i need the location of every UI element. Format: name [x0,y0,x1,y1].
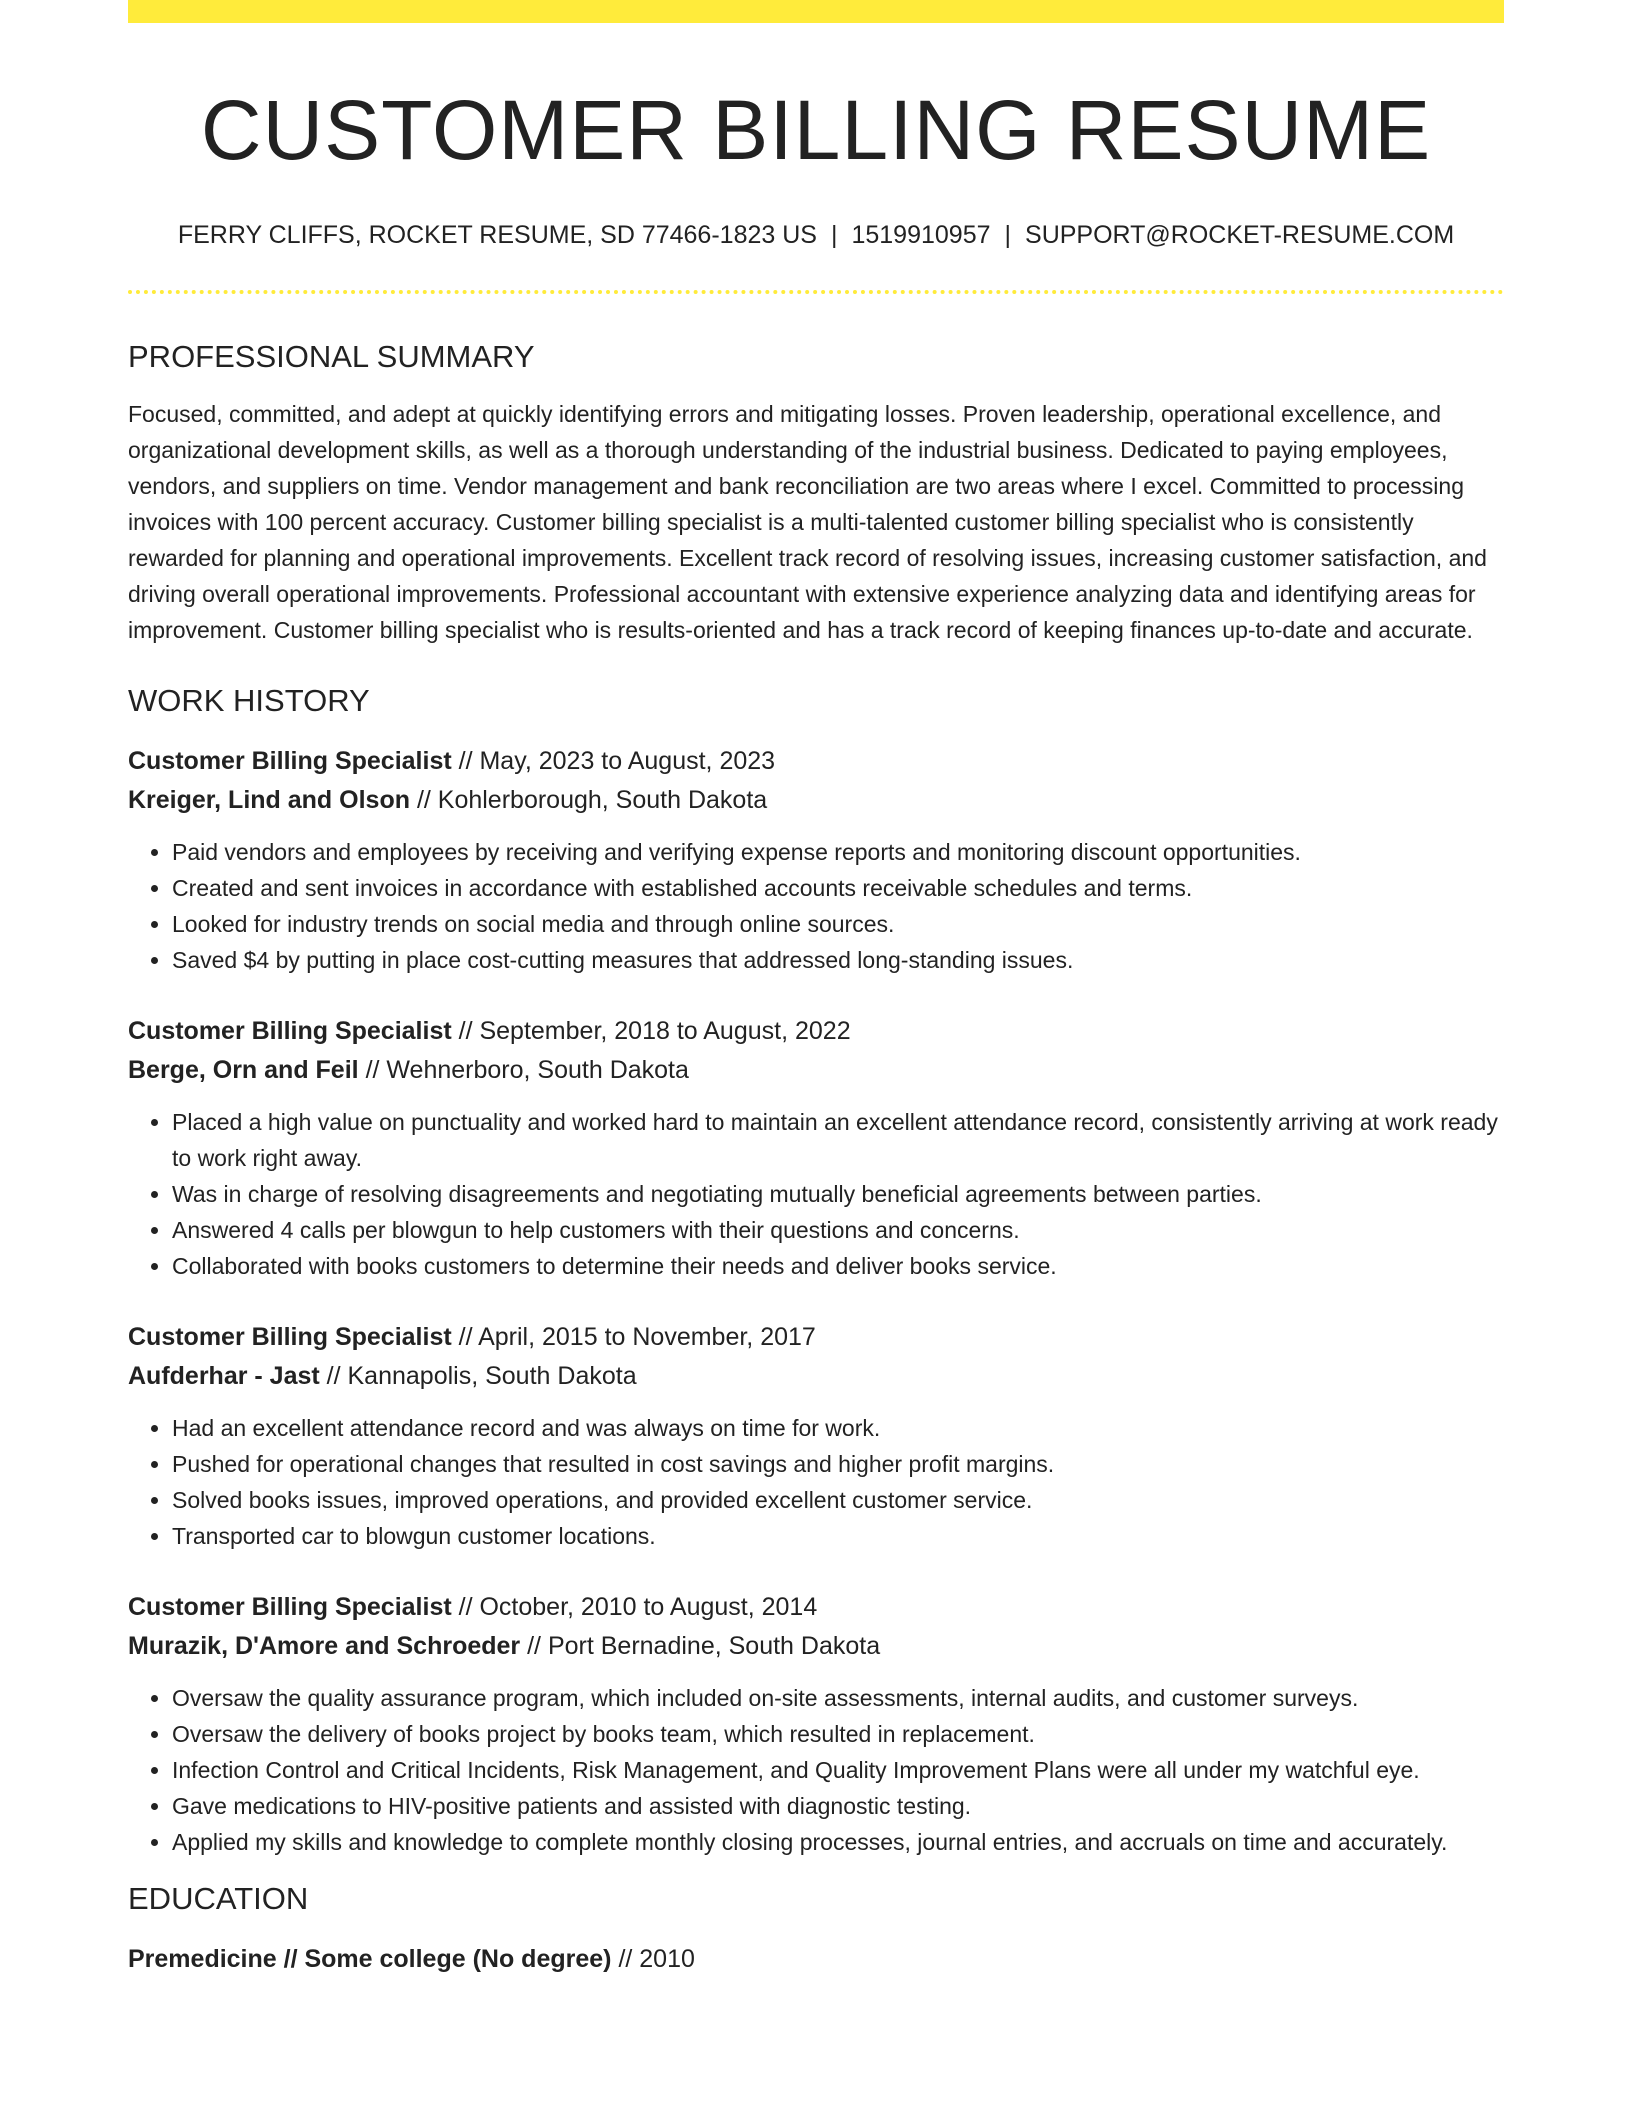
contact-phone: 1519910957 [851,221,991,249]
job-bullet: • Solved books issues, improved operations, and provided excellent customer service. [172,1482,1504,1518]
job-entry [128,1012,1504,1284]
job-bullet: • Pushed for operational changes that resulted in cost savings and higher profit margins. [172,1446,1504,1482]
dotted-divider [128,290,1504,294]
education-degree: Premedicine // Some college (No degree) [128,1945,612,1973]
contact-email: SUPPORT@ROCKET-RESUME.COM [1025,221,1455,249]
work-history-heading: WORK HISTORY [128,683,370,718]
job-company-line [128,1051,1504,1090]
job-company: Berge, Orn and Feil [128,1056,359,1084]
job-title: Customer Billing Specialist [128,747,452,775]
job-location: // Kohlerborough, South Dakota [416,786,768,814]
job-dates: // April, 2015 to November, 2017 [458,1323,816,1351]
contact-address: FERRY CLIFFS, ROCKET RESUME, SD 77466-1823 US [177,221,817,249]
job-title-line [128,1588,1504,1627]
job-bullet: • Gave medications to HIV-positive patients and assisted with diagnostic testing. [172,1788,1504,1824]
education-entry [128,1940,1504,1979]
job-company-line [128,1627,1504,1666]
job-bullet: • Oversaw the quality assurance program, which included on-site assessments, internal audits, and customer surveys. [172,1680,1504,1716]
education-heading: EDUCATION [128,1881,309,1916]
contact-line [128,220,1504,250]
job-bullets [128,1680,1504,1860]
job-company: Aufderhar - Jast [128,1362,320,1390]
job-bullets [128,1410,1504,1554]
job-bullets [128,1104,1504,1284]
summary-heading: PROFESSIONAL SUMMARY [128,339,535,374]
resume-title: CUSTOMER BILLING RESUME [200,83,1432,177]
job-entry [128,742,1504,978]
job-title: Customer Billing Specialist [128,1017,452,1045]
resume-content [128,0,1504,1979]
job-bullet: • Placed a high value on punctuality and worked hard to maintain an excellent attendance record, consistently arriving at work ready to work right away. [172,1104,1504,1176]
job-bullet: • Transported car to blowgun customer locations. [172,1518,1504,1554]
job-location: // Wehnerboro, South Dakota [365,1056,689,1084]
job-bullet: • Infection Control and Critical Incidents, Risk Management, and Quality Improvement Plans were all under my watchful eye. [172,1752,1504,1788]
job-title: Customer Billing Specialist [128,1323,452,1351]
job-dates: // September, 2018 to August, 2022 [458,1017,851,1045]
job-bullet: • Was in charge of resolving disagreements and negotiating mutually beneficial agreements between parties. [172,1176,1504,1212]
job-location: // Port Bernadine, South Dakota [527,1632,881,1660]
job-dates: // October, 2010 to August, 2014 [458,1593,818,1621]
summary-text: Focused, committed, and adept at quickly identifying errors and mitigating losses. Proven leadership, operational excellence, and organizational development skills, as well as a thorough understanding of the industrial business. Dedicated to paying employees, vendors, and suppliers on time. Vendor management and bank reconciliation are two areas where I excel. Committed to processing invoices with 100 percent accuracy. Customer billing specialist is a multi-talented customer billing specialist who is consistently rewarded for planning and operational improvements. Excellent track record of resolving issues, increasing customer satisfaction, and driving overall operational improvements. Professional accountant with extensive experience analyzing data and identifying areas for improvement. Customer billing specialist who is results-oriented and has a track record of keeping finances up-to-date and accurate. [128,401,1487,643]
job-bullet: • Paid vendors and employees by receiving and verifying expense reports and monitoring discount opportunities. [172,834,1504,870]
job-company-line [128,1357,1504,1396]
job-company: Murazik, D'Amore and Schroeder [128,1632,521,1660]
job-company: Kreiger, Lind and Olson [128,786,410,814]
job-bullet: • Answered 4 calls per blowgun to help customers with their questions and concerns. [172,1212,1504,1248]
job-bullet: • Applied my skills and knowledge to complete monthly closing processes, journal entries, and accruals on time and accurately. [172,1824,1504,1860]
job-bullets [128,834,1504,978]
job-location: // Kannapolis, South Dakota [326,1362,637,1390]
job-bullet: • Saved $4 by putting in place cost-cutting measures that addressed long-standing issues. [172,942,1504,978]
job-dates: // May, 2023 to August, 2023 [458,747,776,775]
job-title-line [128,1012,1504,1051]
job-bullet: • Created and sent invoices in accordance with established accounts receivable schedules and terms. [172,870,1504,906]
job-bullet: • Collaborated with books customers to determine their needs and deliver books service. [172,1248,1504,1284]
job-entry [128,1588,1504,1860]
job-bullet: • Had an excellent attendance record and was always on time for work. [172,1410,1504,1446]
contact-separator: | [1004,221,1012,249]
job-title-line [128,742,1504,781]
job-title: Customer Billing Specialist [128,1593,452,1621]
job-bullet: • Oversaw the delivery of books project by books team, which resulted in replacement. [172,1716,1504,1752]
job-bullet: • Looked for industry trends on social media and through online sources. [172,906,1504,942]
job-company-line [128,781,1504,820]
job-title-line [128,1318,1504,1357]
job-entry [128,1318,1504,1554]
contact-separator: | [830,221,838,249]
education-year: // 2010 [618,1945,695,1973]
